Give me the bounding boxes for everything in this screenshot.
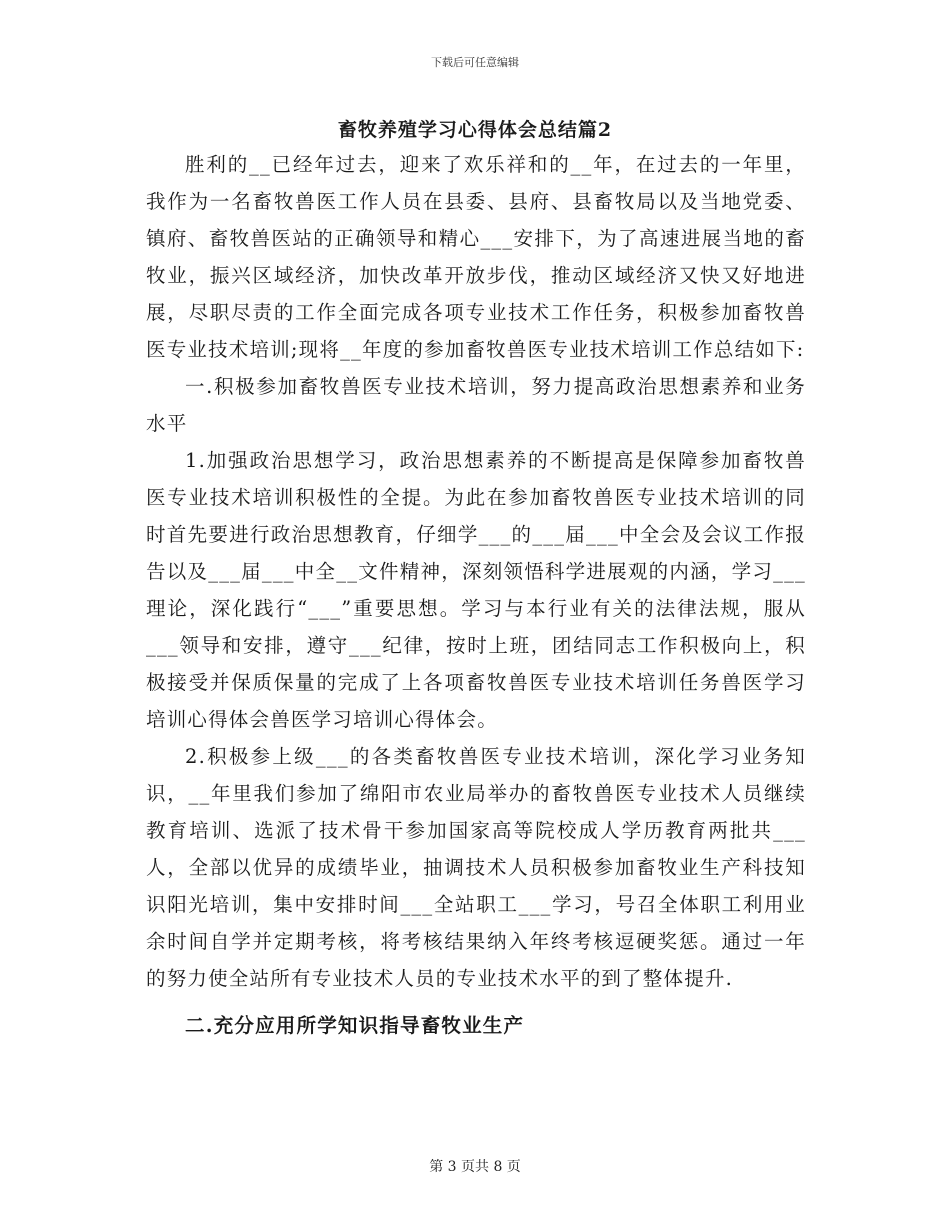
- document-body: [146, 146, 806, 1044]
- paragraph-item-two: 2.积极参上级___的各类畜牧兽医专业技术培训，深化学习业务知识，__年里我们参加了绵阳市农业局举办的畜牧兽医专业技术人员继续教育培训、选派了技术骨干参加国家高等院校成人学历教育两批共___人，全部以优异的成绩毕业，抽调技术人员积极参加畜牧业生产科技知识阳光培训，集中安排时间___全站职工___学习，号召全体职工利用业余时间自学并定期考核，将考核结果纳入年终考核逗硬奖惩。通过一年的努力使全站所有专业技术人员的专业技术水平的到了整体提升.: [146, 745, 806, 990]
- paragraph-item-one: 1.加强政治思想学习，政治思想素养的不断提高是保障参加畜牧兽医专业技术培训积极性的全提。为此在参加畜牧兽医专业技术培训的同时首先要进行政治思想教育，仔细学___的___届___中全会及会议工作报告以及___届___中全__文件精神，深刻领悟科学进展观的内涵，学习___理论，深化践行“___”重要思想。学习与本行业有关的法律法规，服从___领导和安排，遵守___纪律，按时上班，团结同志工作积极向上，积极接受并保质保量的完成了上各项畜牧兽医专业技术培训任务兽医学习培训心得体会兽医学习培训心得体会。: [146, 449, 806, 731]
- header-note: 下载后可任意编辑: [431, 56, 519, 69]
- section-heading-two: 二.充分应用所学知识指导畜牧业生产: [185, 1014, 525, 1037]
- page-footer: 第 3 页共 8 页: [429, 1159, 521, 1175]
- paragraph-section-one: 一.积极参加畜牧兽医专业技术培训，努力提高政治思想素养和业务水平: [146, 375, 806, 435]
- document-title: 畜牧养殖学习心得体会总结篇2: [337, 119, 613, 141]
- paragraph-intro: 胜利的__已经年过去，迎来了欢乐祥和的__年，在过去的一年里，我作为一名畜牧兽医工作人员在县委、县府、县畜牧局以及当地党委、镇府、畜牧兽医站的正确领导和精心___安排下，为了高速进展当地的畜牧业，振兴区域经济，加快改革开放步伐，推动区域经济又快又好地进展，尽职尽责的工作全面完成各项专业技术工作任务，积极参加畜牧兽医专业技术培训;现将__年度的参加畜牧兽医专业技术培训工作总结如下:: [146, 153, 806, 361]
